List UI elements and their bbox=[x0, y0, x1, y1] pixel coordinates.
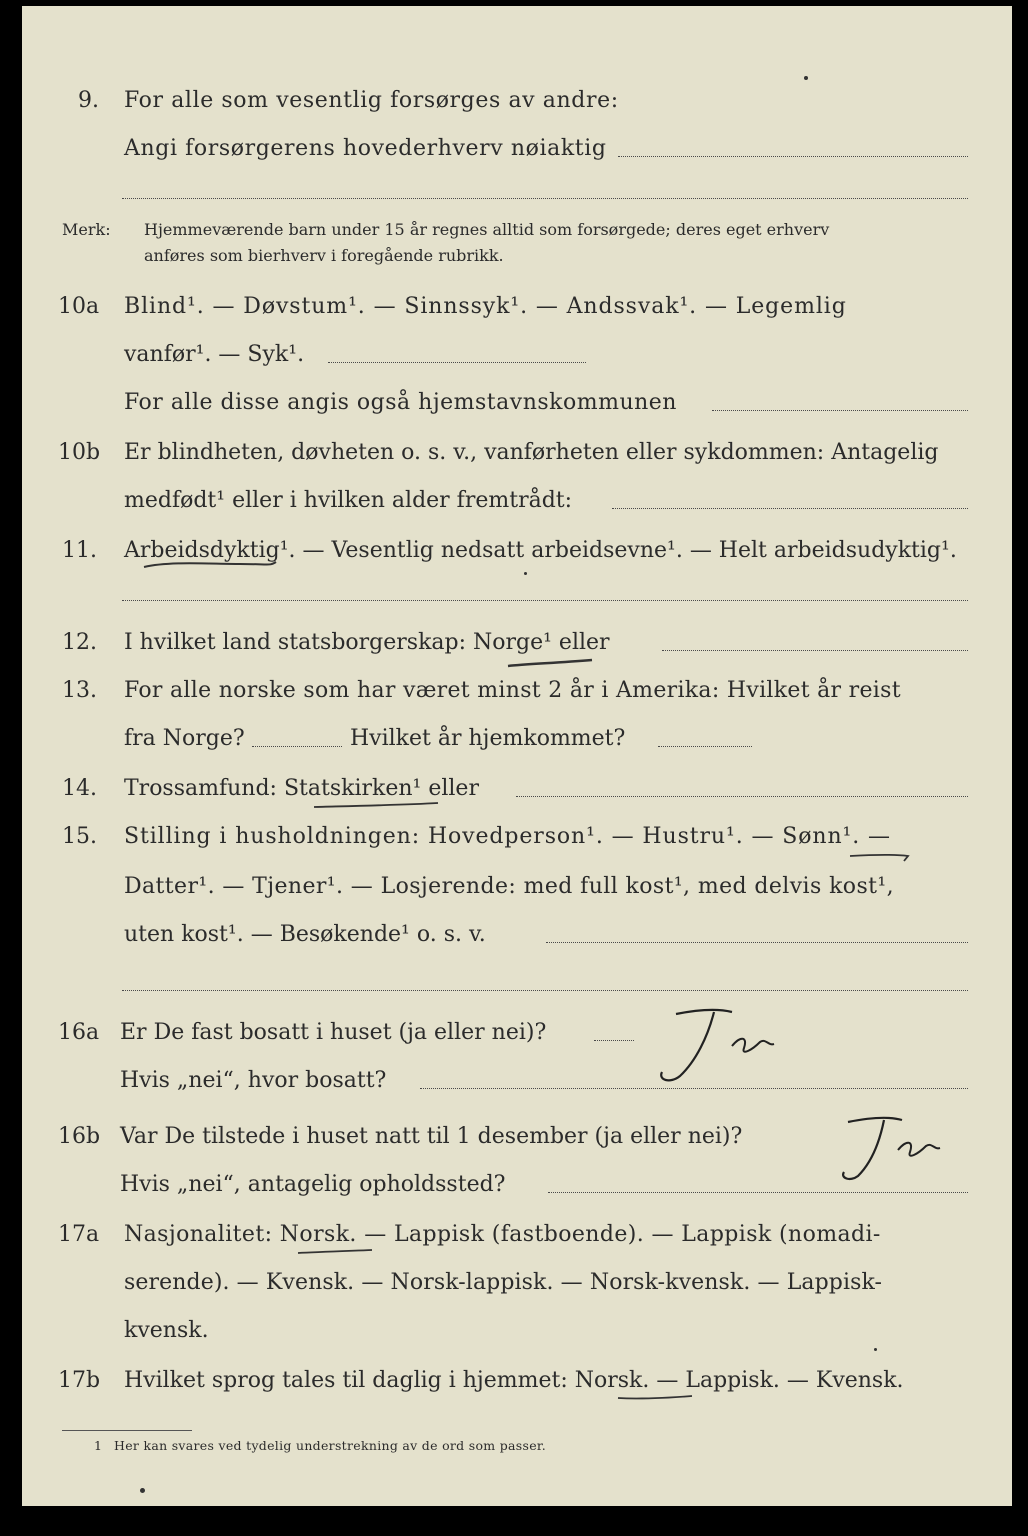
q13-return-line[interactable] bbox=[658, 746, 752, 747]
q16a-residence-line[interactable] bbox=[420, 1088, 968, 1089]
q14-number: 14. bbox=[62, 776, 97, 801]
merk-line1: Hjemmeværende barn under 15 år regnes alltid som forsørgede; deres eget erhverv bbox=[144, 220, 830, 239]
q17b-underline-mark bbox=[616, 1392, 696, 1404]
q9-line1: For alle som vesentlig forsørges av andre: bbox=[124, 88, 619, 113]
q9-answer-line[interactable] bbox=[618, 156, 968, 157]
q9-number: 9. bbox=[78, 88, 99, 113]
q10b-answer-line[interactable] bbox=[612, 508, 968, 509]
ink-dot bbox=[524, 572, 527, 575]
merk-line2: anføres som bierhverv i foregående rubrikk. bbox=[144, 246, 504, 265]
q10b-line2: medfødt¹ eller i hvilken alder fremtrådt: bbox=[124, 488, 573, 513]
q11-answer-line[interactable] bbox=[122, 600, 968, 601]
q11-underline-mark bbox=[140, 558, 280, 572]
q13-departure-line[interactable] bbox=[252, 746, 342, 747]
q13-number: 13. bbox=[62, 678, 97, 703]
q10a-line3: For alle disse angis også hjemstavnskommunen bbox=[124, 390, 677, 415]
q17a-line1: Nasjonalitet: Norsk. — Lappisk (fastboende). — Lappisk (nomadi- bbox=[124, 1222, 881, 1247]
q17b-line1: Hvilket sprog tales til daglig i hjemmet: Norsk. — Lappisk. — Kvensk. bbox=[124, 1368, 904, 1393]
q14-answer-line[interactable] bbox=[516, 796, 968, 797]
q13-line2a: fra Norge? bbox=[124, 726, 245, 751]
q16a-handwritten-answer bbox=[636, 1006, 786, 1086]
q14-line1: Trossamfund: Statskirken¹ eller bbox=[124, 776, 479, 801]
footnote-rule bbox=[62, 1430, 192, 1431]
ink-dot bbox=[804, 76, 808, 80]
q16a-line1: Er De fast bosatt i huset (ja eller nei)? bbox=[120, 1020, 547, 1045]
q17b-number: 17b bbox=[58, 1368, 101, 1393]
q15-line1: Stilling i husholdningen: Hovedperson¹. — Hustru¹. — Sønn¹. — bbox=[124, 824, 891, 849]
q16b-handwritten-answer bbox=[828, 1114, 968, 1186]
merk-label: Merk: bbox=[62, 220, 111, 239]
q11-number: 11. bbox=[62, 538, 97, 563]
q16b-number: 16b bbox=[58, 1124, 101, 1149]
q13-line1: For alle norske som har været minst 2 år i Amerika: Hvilket år reist bbox=[124, 678, 901, 703]
footnote-mark: 1 bbox=[94, 1438, 102, 1453]
footnote-text: Her kan svares ved tydelig understrekning av de ord som passer. bbox=[114, 1438, 547, 1453]
ink-dot bbox=[140, 1488, 145, 1493]
q16b-line1: Var De tilstede i huset natt til 1 desember (ja eller nei)? bbox=[120, 1124, 743, 1149]
q10a-number: 10a bbox=[58, 294, 100, 319]
q17a-line3: kvensk. bbox=[124, 1318, 209, 1343]
q10a-sick-line[interactable] bbox=[328, 362, 586, 363]
q16b-line2: Hvis „nei“, antagelig opholdssted? bbox=[120, 1172, 506, 1197]
q10b-number: 10b bbox=[58, 440, 101, 465]
q16b-place-line[interactable] bbox=[548, 1192, 968, 1193]
q10b-line1: Er blindheten, døvheten o. s. v., vanførheten eller sykdommen: Antagelig bbox=[124, 440, 939, 465]
q17a-underline-mark bbox=[296, 1246, 376, 1258]
q12-number: 12. bbox=[62, 630, 97, 655]
q12-answer-line[interactable] bbox=[662, 650, 968, 651]
q10a-line1: Blind¹. — Døvstum¹. — Sinnssyk¹. — Andssvak¹. — Legemlig bbox=[124, 294, 847, 319]
q13-line2b: Hvilket år hjemkommet? bbox=[350, 726, 626, 751]
q15-line3: uten kost¹. — Besøkende¹ o. s. v. bbox=[124, 922, 486, 947]
q16a-line2: Hvis „nei“, hvor bosatt? bbox=[120, 1068, 387, 1093]
q12-underline-mark bbox=[506, 658, 596, 670]
q10a-line2: vanfør¹. — Syk¹. bbox=[124, 342, 305, 367]
q16a-answer-line[interactable] bbox=[594, 1040, 634, 1041]
q17a-number: 17a bbox=[58, 1222, 100, 1247]
q11-line1: Arbeidsdyktig¹. — Vesentlig nedsatt arbeidsevne¹. — Helt arbeidsudyktig¹. bbox=[124, 538, 957, 563]
q15-answer-line-2[interactable] bbox=[122, 990, 968, 991]
q12-line1: I hvilket land statsborgerskap: Norge¹ eller bbox=[124, 630, 610, 655]
q9-answer-line-2[interactable] bbox=[122, 198, 968, 199]
q15-answer-line[interactable] bbox=[546, 942, 968, 943]
q15-line2: Datter¹. — Tjener¹. — Losjerende: med full kost¹, med delvis kost¹, bbox=[124, 874, 894, 899]
q9-line2: Angi forsørgerens hovederhverv nøiaktig bbox=[124, 136, 607, 161]
q15-number: 15. bbox=[62, 824, 97, 849]
q17a-line2: serende). — Kvensk. — Norsk-lappisk. — Norsk-kvensk. — Lappisk- bbox=[124, 1270, 883, 1295]
q16a-number: 16a bbox=[58, 1020, 100, 1045]
q15-underline-mark bbox=[848, 850, 914, 864]
ink-dot bbox=[874, 1348, 877, 1351]
q10a-municipality-line[interactable] bbox=[712, 410, 968, 411]
census-form-page bbox=[22, 6, 1012, 1506]
q14-underline-mark bbox=[312, 800, 442, 812]
